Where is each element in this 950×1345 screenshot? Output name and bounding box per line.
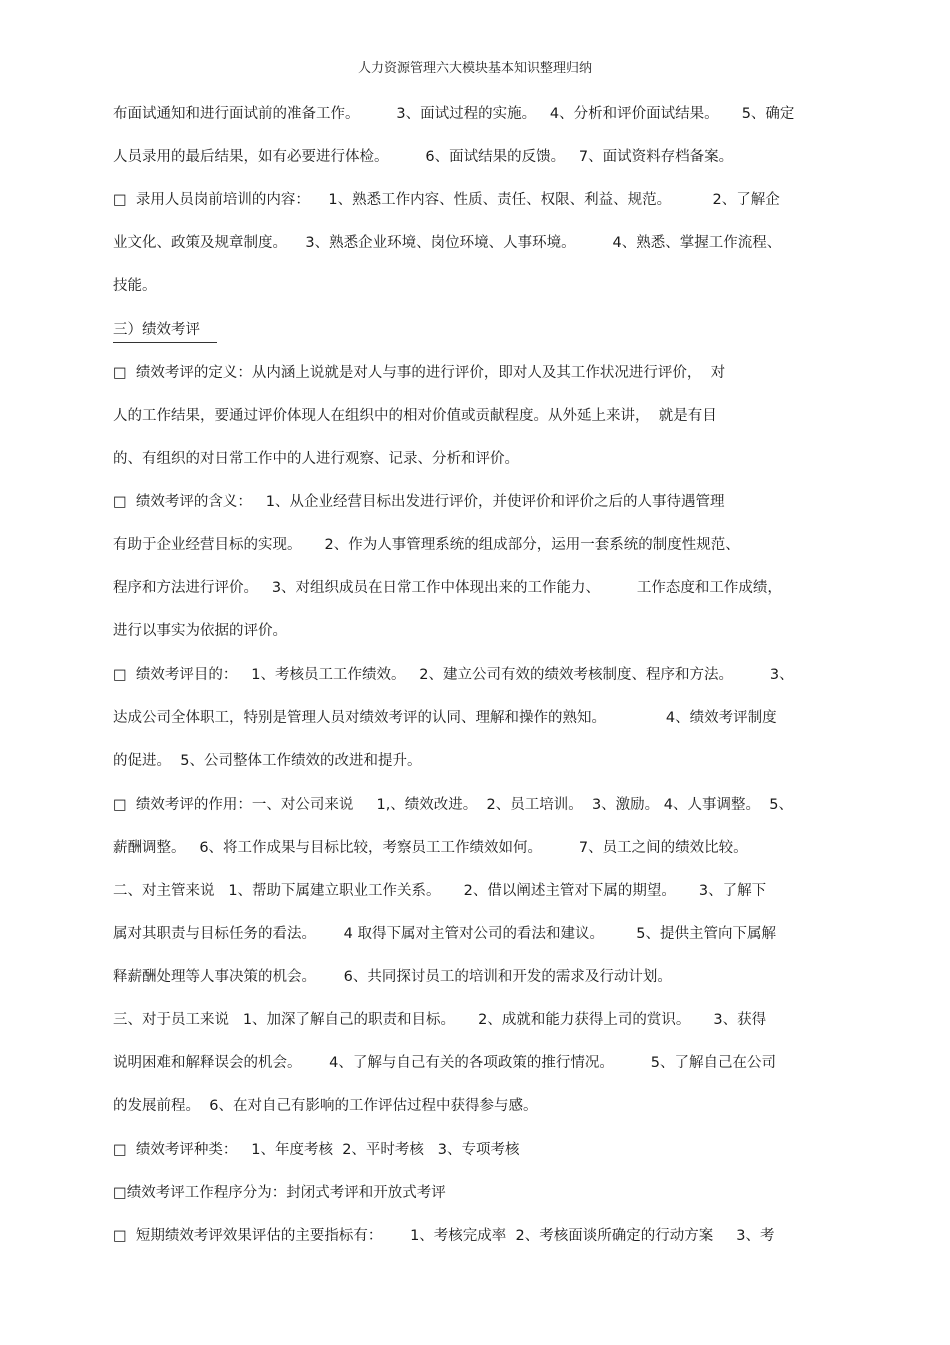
text-line: □ 短期绩效考评效果评估的主要指标有： 1、考核完成率 2、考核面谈所确定的行动方案 3、考 — [113, 1228, 775, 1244]
text-line: □绩效考评工作程序分为：封闭式考评和开放式考评 — [113, 1185, 446, 1201]
text-line: 布面试通知和进行面试前的准备工作。 3、面试过程的实施。 4、分析和评价面试结果。 5、确定 — [113, 106, 795, 122]
text-line: 说明困难和解释误会的机会。 4、了解与自己有关的各项政策的推行情况。 5、了解自己在公司 — [113, 1055, 776, 1071]
section-heading-underline — [113, 342, 217, 343]
text-line: 的、有组织的对日常工作中的人进行观察、记录、分析和评价。 — [113, 451, 519, 467]
text-line: 达成公司全体职工，特别是管理人员对绩效考评的认同、理解和操作的熟知。 4、绩效考评制度 — [113, 710, 777, 726]
text-line: 人员录用的最后结果，如有必要进行体检。 6、面试结果的反馈。 7、面试资料存档备案。 — [113, 149, 734, 165]
page-header-title: 人力资源管理六大模块基本知识整理归纳 — [357, 61, 592, 76]
text-line: □ 绩效考评种类： 1、年度考核 2、平时考核 3、专项考核 — [113, 1142, 520, 1158]
text-line: 属对其职责与目标任务的看法。 4 取得下属对主管对公司的看法和建议。 5、提供主管向下属解 — [113, 926, 776, 942]
text-line: 薪酬调整。 6、将工作成果与目标比较，考察员工工作绩效如何。 7、员工之间的绩效比较。 — [113, 840, 748, 856]
text-line: □ 绩效考评的作用：一、对公司来说 1,、绩效改进。 2、员工培训。 3、激励。 4、人事调整。 5、 — [113, 797, 793, 813]
text-line: □ 绩效考评的含义： 1、从企业经营目标出发进行评价，并使评价和评价之后的人事待遇管理 — [113, 494, 725, 510]
text-line: 有助于企业经营目标的实现。 2、作为人事管理系统的组成部分，运用一套系统的制度性规范、 — [113, 537, 740, 553]
text-line: 人的工作结果，要通过评价体现人在组织中的相对价值或贡献程度。从外延上来讲， 就是有目 — [113, 408, 717, 424]
text-line: 的发展前程。 6、在对自己有影响的工作评估过程中获得参与感。 — [113, 1098, 538, 1114]
text-line: 程序和方法进行评价。 3、对组织成员在日常工作中体现出来的工作能力、 工作态度和工作成绩， — [113, 580, 782, 596]
text-line: 二、对主管来说 1、帮助下属建立职业工作关系。 2、借以阐述主管对下属的期望。 3、了解下 — [113, 883, 767, 899]
text-line: 业文化、政策及规章制度。 3、熟悉企业环境、岗位环境、人事环境。 4、熟悉、掌握工作流程、 — [113, 235, 782, 251]
text-line: □ 录用人员岗前培训的内容： 1、熟悉工作内容、性质、责任、权限、利益、规范。 2、了解企 — [113, 192, 780, 208]
text-line: 三、对于员工来说 1、加深了解自己的职责和目标。 2、成就和能力获得上司的赏识。 3、获得 — [113, 1012, 767, 1028]
text-line: 进行以事实为依据的评价。 — [113, 623, 287, 639]
text-line: 的促进。 5、公司整体工作绩效的改进和提升。 — [113, 753, 422, 769]
text-line: □ 绩效考评的定义：从内涵上说就是对人与事的进行评价，即对人及其工作状况进行评价， 对 — [113, 365, 726, 381]
text-line: 释薪酬处理等人事决策的机会。 6、共同探讨员工的培训和开发的需求及行动计划。 — [113, 969, 672, 985]
section-heading: 三）绩效考评 — [113, 322, 200, 338]
text-line: □ 绩效考评目的： 1、考核员工工作绩效。 2、建立公司有效的绩效考核制度、程序和方法。 3、 — [113, 667, 794, 683]
text-line: 技能。 — [113, 278, 157, 294]
